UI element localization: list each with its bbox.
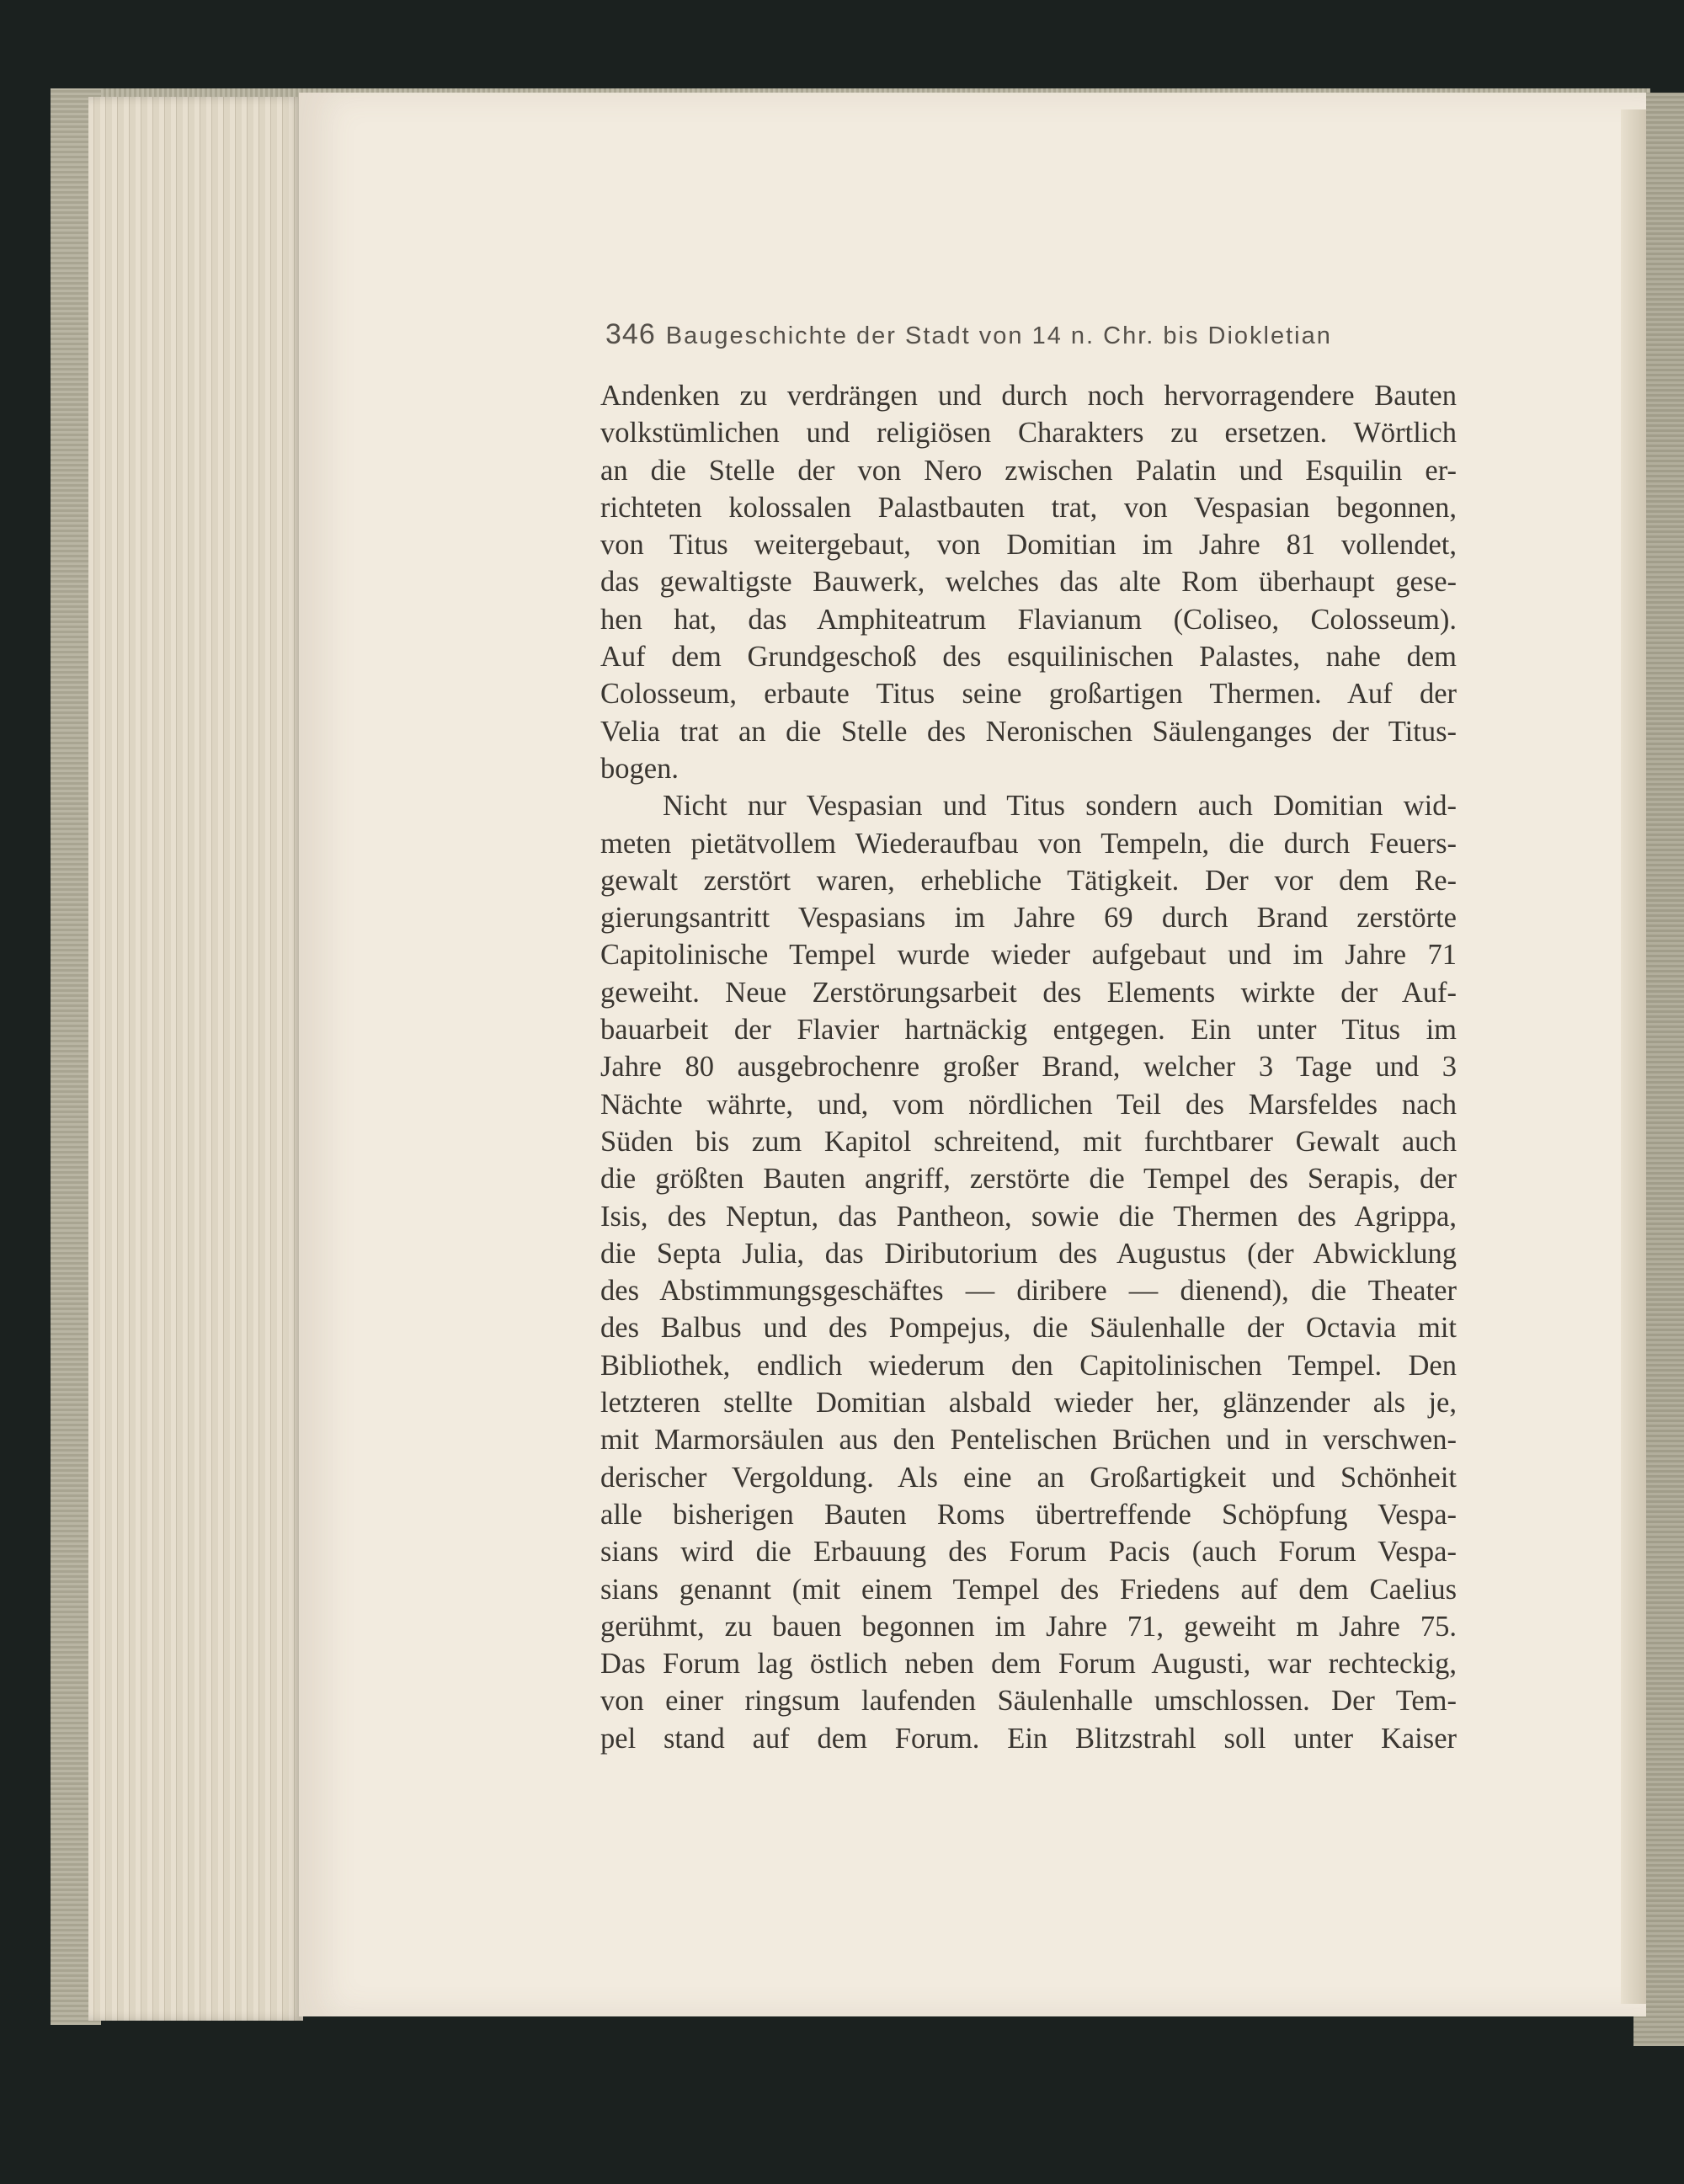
text-line: bogen. xyxy=(600,752,679,785)
page-fore-edge xyxy=(1621,109,1646,2004)
text-line: Capitolinische Tempel wurde wieder aufgebaut und im Jahre 71 xyxy=(600,939,1457,972)
text-line: die Septa Julia, das Diributorium des Augustus (der Abwicklung xyxy=(600,1237,1457,1270)
text-line: geweiht. Neue Zerstörungsarbeit des Elements wirkte der Auf- xyxy=(600,976,1457,1009)
running-title: Baugeschichte der Stadt von 14 n. Chr. bis Diokletian xyxy=(665,322,1332,349)
text-line: derischer Vergoldung. Als eine an Großartigkeit und Schönheit xyxy=(600,1461,1457,1494)
text-line: sians wird die Erbauung des Forum Pacis (auch Forum Vespa- xyxy=(600,1536,1457,1569)
text-line: die größten Bauten angriff, zerstörte die Tempel des Serapis, der xyxy=(600,1163,1457,1196)
text-line: des Balbus und des Pompejus, die Säulenhalle der Octavia mit xyxy=(600,1312,1457,1345)
running-header xyxy=(605,318,1405,351)
text-line: Andenken zu verdrängen und durch noch hervorragendere Bauten xyxy=(600,380,1457,412)
text-line: Nächte währte, und, vom nördlichen Teil des Marsfeldes nach xyxy=(600,1088,1457,1121)
text-line: Süden bis zum Kapitol schreitend, mit furchtbarer Gewalt auch xyxy=(600,1125,1457,1158)
text-line: Jahre 80 ausgebrochenre großer Brand, welcher 3 Tage und 3 xyxy=(600,1051,1457,1084)
text-line: von Titus weitergebaut, von Domitian im Jahre 81 vollendet, xyxy=(600,529,1457,562)
text-line: Velia trat an die Stelle des Neronischen Säulenganges der Titus- xyxy=(600,715,1457,748)
text-line: gerühmt, zu bauen begonnen im Jahre 71, geweiht m Jahre 75. xyxy=(600,1610,1457,1643)
text-line: letzteren stellte Domitian alsbald wieder her, glänzender als je, xyxy=(600,1387,1457,1420)
text-line: mit Marmorsäulen aus den Pentelischen Brüchen und in verschwen- xyxy=(600,1424,1457,1457)
text-line: Colosseum, erbaute Titus seine großartigen Thermen. Auf der xyxy=(600,678,1457,711)
text-line: volkstümlichen und religiösen Charakters zu ersetzen. Wörtlich xyxy=(600,417,1457,450)
text-line: des Abstimmungsgeschäftes — diribere — dienend), die Theater xyxy=(600,1275,1457,1308)
text-line: richteten kolossalen Palastbauten trat, von Vespasian begonnen, xyxy=(600,491,1457,524)
text-line: gewalt zerstört waren, erhebliche Tätigkeit. Der vor dem Re- xyxy=(600,864,1457,897)
text-line: von einer ringsum laufenden Säulenhalle umschlossen. Der Tem- xyxy=(600,1685,1457,1718)
text-line: Das Forum lag östlich neben dem Forum Augusti, war rechteckig, xyxy=(600,1648,1457,1681)
text-line: sians genannt (mit einem Tempel des Friedens auf dem Caelius xyxy=(600,1573,1457,1606)
text-line: alle bisherigen Bauten Roms übertreffende Schöpfung Vespa- xyxy=(600,1498,1457,1531)
text-line: meten pietätvollem Wiederaufbau von Tempeln, die durch Feuers- xyxy=(600,827,1457,860)
text-line: Auf dem Grundgeschoß des esquilinischen Palastes, nahe dem xyxy=(600,641,1457,674)
body-text xyxy=(600,377,1457,1757)
text-line: das gewaltigste Bauwerk, welches das alte Rom überhaupt gese- xyxy=(600,566,1457,599)
page-stack-edges xyxy=(88,97,303,2021)
text-line: gierungsantritt Vespasians im Jahre 69 durch Brand zerstörte xyxy=(600,902,1457,935)
text-line: Isis, des Neptun, das Pantheon, sowie die Thermen des Agrippa, xyxy=(600,1200,1457,1233)
text-line: pel stand auf dem Forum. Ein Blitzstrahl soll unter Kaiser xyxy=(600,1722,1457,1755)
text-line: Bibliothek, endlich wiederum den Capitolinischen Tempel. Den xyxy=(600,1349,1457,1382)
text-line: bauarbeit der Flavier hartnäckig entgegen. Ein unter Titus im xyxy=(600,1014,1457,1047)
text-line: hen hat, das Amphiteatrum Flavianum (Coliseo, Colosseum). xyxy=(600,603,1457,636)
text-line: Nicht nur Vespasian und Titus sondern auch Domitian wid- xyxy=(663,790,1457,823)
page-number: 346 xyxy=(605,318,656,350)
text-line: an die Stelle der von Nero zwischen Palatin und Esquilin er- xyxy=(600,454,1457,487)
